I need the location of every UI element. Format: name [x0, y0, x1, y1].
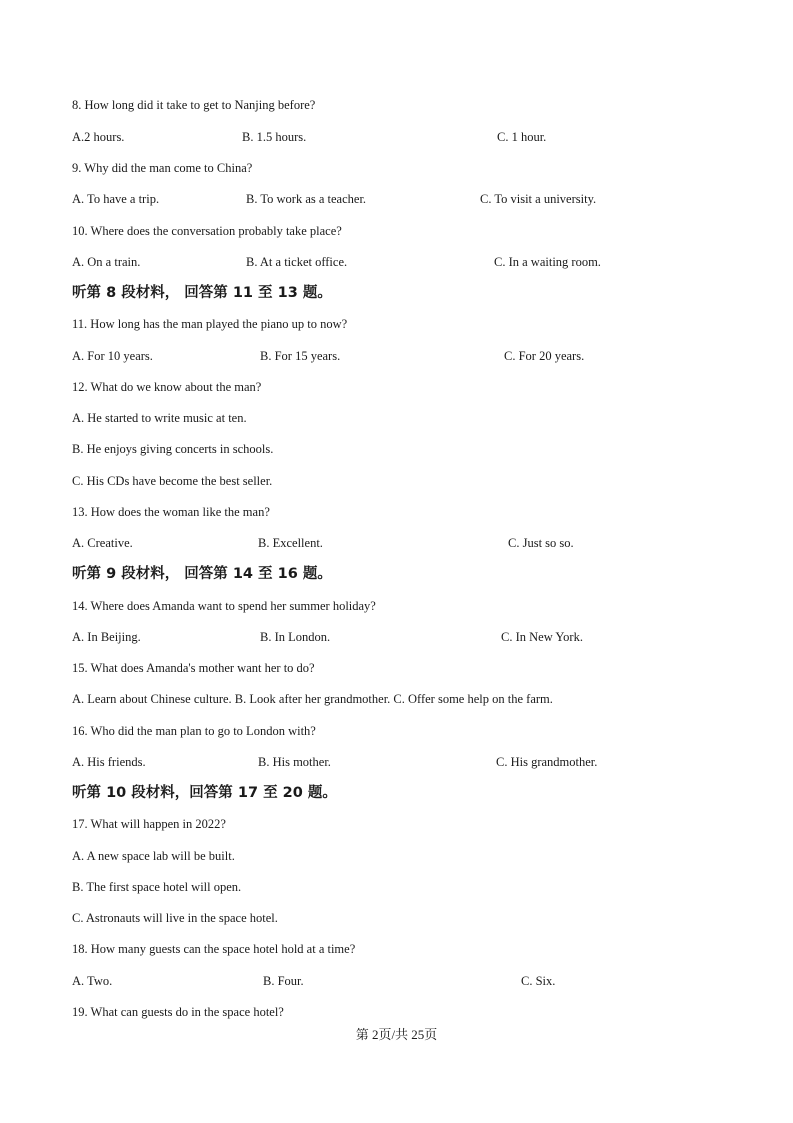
section-heading-8: 听第 8 段材料， 回答第 11 至 13 题。 — [72, 285, 332, 301]
question-10: 10. Where does the conversation probably take place? — [72, 224, 342, 238]
q18-option-b: B. Four. — [263, 974, 304, 988]
question-17: 17. What will happen in 2022? — [72, 817, 226, 831]
q9-option-c: C. To visit a university. — [480, 192, 597, 206]
question-9: 9. Why did the man come to China? — [72, 161, 253, 175]
q13-option-c: C. Just so so. — [508, 536, 574, 550]
q18-option-a: A. Two. — [72, 974, 113, 988]
q14-option-b: B. In London. — [260, 630, 331, 644]
q14-option-a: A. In Beijing. — [72, 630, 141, 644]
question-18: 18. How many guests can the space hotel hold at a time? — [72, 942, 356, 956]
q10-option-b: B. At a ticket office. — [246, 255, 348, 269]
q13-option-b: B. Excellent. — [258, 536, 323, 550]
q12-option-a: A. He started to write music at ten. — [72, 411, 247, 425]
question-19: 19. What can guests do in the space hotel? — [72, 1005, 284, 1019]
question-16: 16. Who did the man plan to go to London with? — [72, 724, 316, 738]
question-11: 11. How long has the man played the piano up to now? — [72, 317, 348, 331]
q15-options: A. Learn about Chinese culture. B. Look after her grandmother. C. Offer some help on the farm. — [72, 692, 553, 706]
q10-option-c: C. In a waiting room. — [494, 255, 601, 269]
question-12: 12. What do we know about the man? — [72, 380, 262, 394]
q16-option-b: B. His mother. — [258, 755, 331, 769]
page-footer: 第 2页/共 25页 — [355, 1027, 438, 1042]
q12-option-b: B. He enjoys giving concerts in schools. — [72, 442, 274, 456]
q12-option-c: C. His CDs have become the best seller. — [72, 474, 273, 488]
q8-option-a: A.2 hours. — [72, 130, 125, 144]
q16-option-c: C. His grandmother. — [496, 755, 598, 769]
section-heading-9: 听第 9 段材料， 回答第 14 至 16 题。 — [72, 566, 332, 582]
section-heading-10: 听第 10 段材料，回答第 17 至 20 题。 — [72, 785, 337, 801]
q8-option-c: C. 1 hour. — [497, 130, 547, 144]
question-13: 13. How does the woman like the man? — [72, 505, 270, 519]
q10-option-a: A. On a train. — [72, 255, 141, 269]
q11-option-a: A. For 10 years. — [72, 349, 153, 363]
q13-option-a: A. Creative. — [72, 536, 133, 550]
q11-option-c: C. For 20 years. — [504, 349, 585, 363]
q14-option-c: C. In New York. — [501, 630, 583, 644]
q9-option-b: B. To work as a teacher. — [246, 192, 367, 206]
q9-option-a: A. To have a trip. — [72, 192, 160, 206]
question-15: 15. What does Amanda's mother want her to do? — [72, 661, 315, 675]
question-8: 8. How long did it take to get to Nanjing before? — [72, 98, 316, 112]
q17-option-b: B. The first space hotel will open. — [72, 880, 242, 894]
q17-option-c: C. Astronauts will live in the space hotel. — [72, 911, 278, 925]
q11-option-b: B. For 15 years. — [260, 349, 341, 363]
question-14: 14. Where does Amanda want to spend her summer holiday? — [72, 599, 376, 613]
q18-option-c: C. Six. — [521, 974, 556, 988]
q8-option-b: B. 1.5 hours. — [242, 130, 307, 144]
q16-option-a: A. His friends. — [72, 755, 146, 769]
q17-option-a: A. A new space lab will be built. — [72, 849, 235, 863]
